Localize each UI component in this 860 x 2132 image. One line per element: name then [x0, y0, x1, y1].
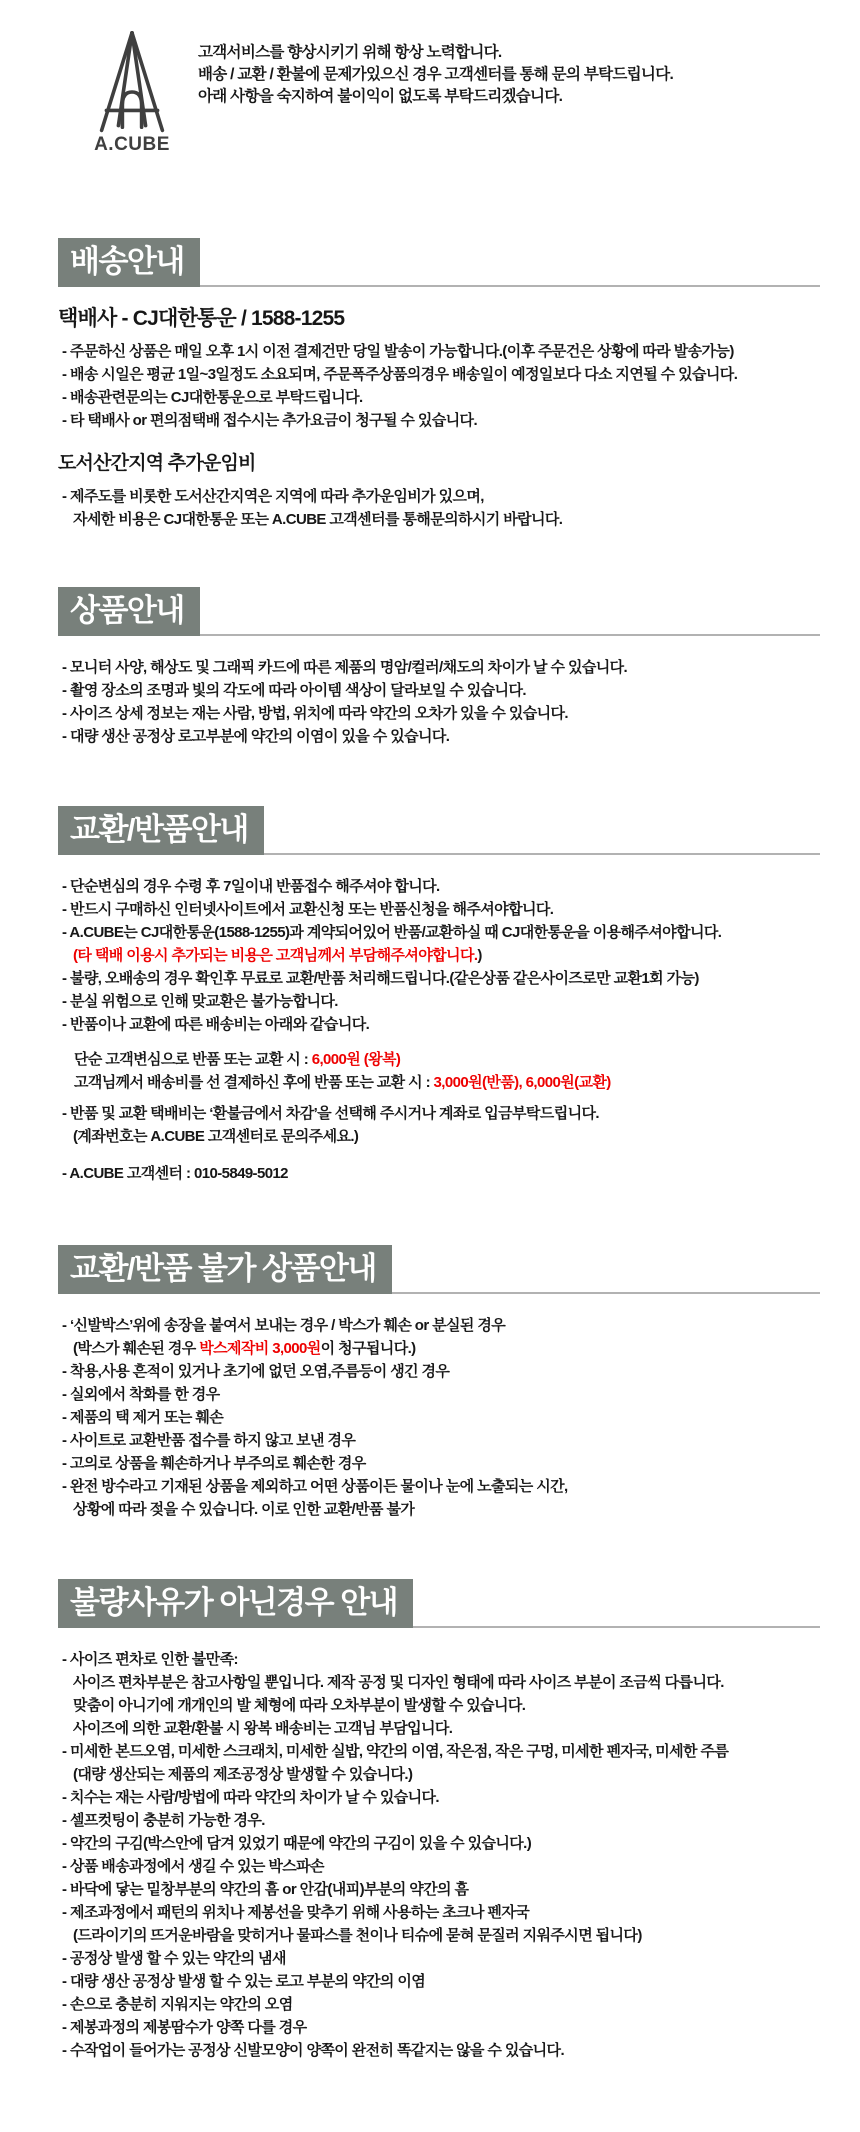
- header-area: [58, 28, 860, 156]
- brand-name: A.CUBE: [94, 134, 170, 155]
- section-header-row: [58, 1579, 820, 1628]
- brand-logo: [92, 28, 172, 156]
- notice-line: - 배송 시일은 평균 1일~3일정도 소요되며, 주문폭주상품의경우 배송일이 예정일보다 다소 지연될 수 있습니다.: [62, 366, 738, 383]
- notice-line: - 사이즈 상세 정보는 재는 사람, 방법, 위치에 따라 약간의 오차가 있을 수 있습니다.: [62, 705, 568, 722]
- notice-line: - A.CUBE는 CJ대한통운(1588-1255)과 계약되어있어 반품/교환하실 때 CJ대한통운을 이용해주셔야합니다.: [62, 924, 722, 941]
- notice-line: - 상품 배송과정에서 생길 수 있는 박스파손: [62, 1858, 324, 1875]
- intro-text: [198, 42, 673, 108]
- section-header-row: [58, 806, 820, 855]
- notice-line: 사이즈에 의한 교환/환불 시 왕복 배송비는 고객님 부담입니다.: [73, 1720, 453, 1737]
- section-shipping: [58, 238, 820, 531]
- notice-line: (드라이기의 뜨거운바람을 맞히거나 물파스를 천이나 티슈에 묻혀 문질러 지워주시면 됩니다): [73, 1927, 642, 1944]
- notice-line: - 배송관련문의는 CJ대한통운으로 부탁드립니다.: [62, 389, 363, 406]
- notice-line: - 촬영 장소의 조명과 빛의 각도에 따라 아이템 색상이 달라보일 수 있습니다.: [62, 682, 526, 699]
- notice-line: - 실외에서 착화를 한 경우: [62, 1386, 220, 1403]
- section-content: [58, 656, 820, 748]
- notice-line: - 단순변심의 경우 수령 후 7일이내 반품접수 해주셔야 합니다.: [62, 878, 440, 895]
- notice-line: - 대량 생산 공정상 발생 할 수 있는 로고 부분의 약간의 이염: [62, 1973, 426, 1990]
- notice-line: - 반품 및 교환 택배비는 ‘환불금에서 차감’을 선택해 주시거나 계좌로 입금부탁드립니다.: [62, 1105, 599, 1122]
- section-header-row: [58, 238, 820, 287]
- notice-line: - 타 택배사 or 편의점택배 접수시는 추가요금이 청구될 수 있습니다.: [62, 412, 478, 429]
- section-not-defect: [58, 1579, 820, 2062]
- section-header-row: [58, 587, 820, 636]
- section-no-exchange: [58, 1245, 820, 1521]
- notice-line: - ‘신발박스’위에 송장을 붙여서 보내는 경우 / 박스가 훼손 or 분실된 경우: [62, 1317, 506, 1334]
- section-content: [58, 1648, 820, 2062]
- section-content: [58, 1314, 820, 1521]
- notice-line: - 제조과정에서 패턴의 위치나 제봉선을 맞추기 위해 사용하는 초크나 펜자국: [62, 1904, 530, 1921]
- section-exchange-return: [58, 806, 820, 1185]
- notice-line: - 대량 생산 공정상 로고부분에 약간의 이염이 있을 수 있습니다.: [62, 728, 450, 745]
- section-title: 불량사유가 아닌경우 안내: [58, 1579, 413, 1628]
- notice-line: - 반품이나 교환에 따른 배송비는 아래와 같습니다.: [62, 1016, 370, 1033]
- notice-line-warning: [58, 944, 820, 967]
- notice-line: - 미세한 본드오염, 미세한 스크래치, 미세한 실밥, 약간의 이염, 작은점, 작은 구멍, 미세한 펜자국, 미세한 주름: [62, 1743, 729, 1760]
- spacer: [58, 1036, 820, 1048]
- notice-line: - 손으로 충분히 지워지는 약간의 오염: [62, 1996, 293, 2013]
- fee-label: 고객님께서 배송비를 선 결제하신 후에 반품 또는 교환 시 :: [74, 1074, 434, 1091]
- notice-line: - 제봉과정의 제봉땀수가 양쪽 다를 경우: [62, 2019, 307, 2036]
- fee-label: 단순 고객변심으로 반품 또는 교환 시 :: [74, 1051, 312, 1068]
- warning-text-tail: ): [477, 947, 482, 964]
- section-header-row: [58, 1245, 820, 1294]
- notice-line: - 사이즈 편차로 인한 불만족:: [62, 1651, 238, 1668]
- notice-line: - 공정상 발생 할 수 있는 약간의 냄새: [62, 1950, 286, 1967]
- box-fee-amount: 박스제작비 3,000원: [199, 1340, 321, 1357]
- section-content: [58, 875, 820, 1185]
- fee-line-change-of-mind: [58, 1048, 820, 1071]
- intro-line: 배송 / 교환 / 환불에 문제가있으신 경우 고객센터를 통해 문의 부탁드립니다.: [198, 66, 674, 83]
- section-title: 교환/반품안내: [58, 806, 264, 855]
- warning-text: (타 택배 이용시 추가되는 비용은 고객님께서 부담해주셔야합니다.: [73, 947, 478, 964]
- notice-line: - 완전 방수라고 기재된 상품을 제외하고 어떤 상품이든 물이나 눈에 노출되는 시간,: [62, 1478, 568, 1495]
- notice-line: 상황에 따라 젖을 수 있습니다. 이로 인한 교환/반품 불가: [73, 1501, 415, 1518]
- section-title: 상품안내: [58, 587, 200, 636]
- fee-line-prepaid: [58, 1071, 820, 1094]
- notice-line: (계좌번호는 A.CUBE 고객센터로 문의주세요.): [73, 1128, 359, 1145]
- tripod-triangle-logo-icon: [92, 28, 172, 136]
- notice-line-box-fee: [58, 1337, 820, 1360]
- notice-line: (대량 생산되는 제품의 제조공정상 발생할 수 있습니다.): [73, 1766, 413, 1783]
- notice-line: - 불량, 오배송의 경우 확인후 무료로 교환/반품 처리해드립니다.(같은상품 같은사이즈로만 교환1회 가능): [62, 970, 699, 987]
- notice-line: - 약간의 구김(박스안에 담겨 있었기 때문에 약간의 구김이 있을 수 있습니다.): [62, 1835, 532, 1852]
- intro-line: 아래 사항을 숙지하여 불이익이 없도록 부탁드리겠습니다.: [198, 88, 563, 105]
- notice-line: - 분실 위험으로 인해 맞교환은 불가능합니다.: [62, 993, 338, 1010]
- box-fee-pre: (박스가 훼손된 경우: [73, 1340, 200, 1357]
- notice-line: - 착용,사용 흔적이 있거나 초기에 없던 오염,주름등이 생긴 경우: [62, 1363, 450, 1380]
- section-product: [58, 587, 820, 748]
- courier-subtitle: 택배사 - CJ대한통운 / 1588-1255: [58, 307, 345, 330]
- remote-area-subtitle: 도서산간지역 추가운임비: [58, 453, 256, 474]
- notice-line: - 제품의 택 제거 또는 훼손: [62, 1409, 224, 1426]
- notice-line: - 제주도를 비롯한 도서산간지역은 지역에 따라 추가운임비가 있으며,: [62, 488, 484, 505]
- section-title: 교환/반품 불가 상품안내: [58, 1245, 392, 1294]
- notice-line: - 치수는 재는 사람/방법에 따라 약간의 차이가 날 수 있습니다.: [62, 1789, 440, 1806]
- notice-line: - 주문하신 상품은 매일 오후 1시 이전 결제건만 당일 발송이 가능합니다.(이후 주문건은 상황에 따라 발송가능): [62, 343, 734, 360]
- fee-value: 6,000원 (왕복): [311, 1051, 401, 1068]
- section-title: 배송안내: [58, 238, 200, 287]
- customer-center-line: - A.CUBE 고객센터 : 010-5849-5012: [62, 1165, 288, 1182]
- notice-line: 맞춤이 아니기에 개개인의 발 체형에 따라 오차부분이 발생할 수 있습니다.: [73, 1697, 526, 1714]
- notice-line: - 수작업이 들어가는 공정상 신발모양이 양쪽이 완전히 똑같지는 않을 수 있습니다.: [62, 2042, 565, 2059]
- fee-value: 3,000원(반품), 6,000원(교환): [433, 1074, 611, 1091]
- notice-line: - 고의로 상품을 훼손하거나 부주의로 훼손한 경우: [62, 1455, 366, 1472]
- spacer: [58, 1148, 820, 1162]
- intro-line: 고객서비스를 향상시키기 위해 항상 노력합니다.: [198, 44, 502, 61]
- notice-line: - 바닥에 닿는 밑창부분의 약간의 흠 or 안감(내피)부분의 약간의 흠: [62, 1881, 469, 1898]
- notice-line: - 반드시 구매하신 인터넷사이트에서 교환신청 또는 반품신청을 해주셔야합니다.: [62, 901, 554, 918]
- notice-line: - 셀프컷팅이 충분히 가능한 경우.: [62, 1812, 265, 1829]
- spacer: [58, 1094, 820, 1102]
- box-fee-post: 이 청구됩니다.): [320, 1340, 416, 1357]
- notice-line: 자세한 비용은 CJ대한통운 또는 A.CUBE 고객센터를 통해문의하시기 바랍니다.: [73, 511, 563, 528]
- section-content: [58, 307, 820, 531]
- notice-line: 사이즈 편차부분은 참고사항일 뿐입니다. 제작 공정 및 디자인 형태에 따라 사이즈 부분이 조금씩 다릅니다.: [73, 1674, 724, 1691]
- notice-line: - 모니터 사양, 해상도 및 그래픽 카드에 따른 제품의 명암/컬러/채도의 차이가 날 수 있습니다.: [62, 659, 628, 676]
- notice-line: - 사이트로 교환반품 접수를 하지 않고 보낸 경우: [62, 1432, 356, 1449]
